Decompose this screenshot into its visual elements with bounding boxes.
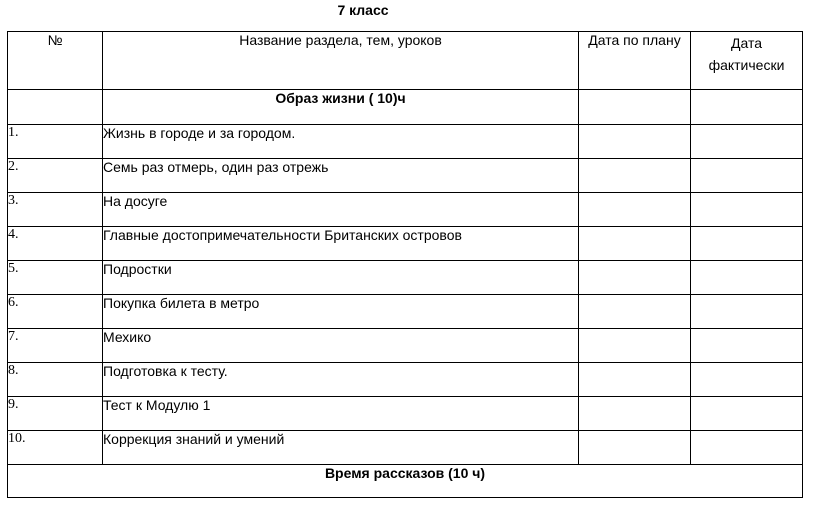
lesson-number: 8.	[8, 363, 103, 397]
actual-date-cell	[691, 363, 803, 397]
table-row	[8, 227, 803, 261]
lesson-title: На досуге	[103, 193, 579, 227]
actual-date-cell	[691, 227, 803, 261]
table-row	[8, 397, 803, 431]
planned-date-cell	[579, 193, 691, 227]
planned-date-cell	[579, 363, 691, 397]
actual-date-cell	[691, 295, 803, 329]
lesson-title: Подростки	[103, 261, 579, 295]
actual-date-cell	[691, 193, 803, 227]
table-row	[8, 431, 803, 465]
lesson-title: Подготовка к тесту.	[103, 363, 579, 397]
section-title: Образ жизни ( 10)ч	[103, 90, 579, 125]
header-actual-date-line1: Дата	[730, 35, 762, 51]
planned-date-cell	[579, 261, 691, 295]
document-title: 7 класс	[337, 2, 389, 18]
lesson-number: 2.	[8, 159, 103, 193]
planned-date-cell	[579, 125, 691, 159]
section-row	[8, 465, 803, 498]
table-row	[8, 125, 803, 159]
table-row	[8, 261, 803, 295]
lesson-number: 7.	[8, 329, 103, 363]
header-planned-date: Дата по плану	[579, 32, 691, 90]
lesson-number: 1.	[8, 125, 103, 159]
lesson-title: Мехико	[103, 329, 579, 363]
planned-date-cell	[579, 397, 691, 431]
table-row	[8, 295, 803, 329]
header-actual-date-line2: фактически	[708, 57, 785, 73]
lesson-number: 10.	[8, 431, 103, 465]
section-num-cell	[8, 90, 103, 125]
header-topic: Название раздела, тем, уроков	[103, 32, 579, 90]
lesson-number: 4.	[8, 227, 103, 261]
planned-date-cell	[579, 159, 691, 193]
actual-date-cell	[691, 159, 803, 193]
actual-date-cell	[691, 431, 803, 465]
section-row	[8, 90, 803, 125]
planned-date-cell	[579, 431, 691, 465]
table-header-row	[8, 32, 803, 90]
lesson-title: Жизнь в городе и за городом.	[103, 125, 579, 159]
lesson-number: 5.	[8, 261, 103, 295]
lesson-number: 3.	[8, 193, 103, 227]
planned-date-cell	[579, 295, 691, 329]
lesson-number: 6.	[8, 295, 103, 329]
section-title: Время рассказов (10 ч)	[8, 465, 803, 498]
actual-date-cell	[691, 261, 803, 295]
lesson-number: 9.	[8, 397, 103, 431]
table-row	[8, 193, 803, 227]
table-row	[8, 363, 803, 397]
lesson-title: Семь раз отмерь, один раз отрежь	[103, 159, 579, 193]
lesson-title: Главные достопримечательности Британских островов	[103, 227, 579, 261]
lesson-plan-table	[7, 31, 803, 498]
lesson-title: Тест к Модулю 1	[103, 397, 579, 431]
actual-date-cell	[691, 125, 803, 159]
header-number: №	[8, 32, 103, 90]
lesson-title: Коррекция знаний и умений	[103, 431, 579, 465]
actual-date-cell	[691, 90, 803, 125]
table-row	[8, 329, 803, 363]
lesson-title: Покупка билета в метро	[103, 295, 579, 329]
planned-date-cell	[579, 90, 691, 125]
planned-date-cell	[579, 329, 691, 363]
planned-date-cell	[579, 227, 691, 261]
actual-date-cell	[691, 397, 803, 431]
header-actual-date	[691, 32, 803, 90]
actual-date-cell	[691, 329, 803, 363]
table-row	[8, 159, 803, 193]
